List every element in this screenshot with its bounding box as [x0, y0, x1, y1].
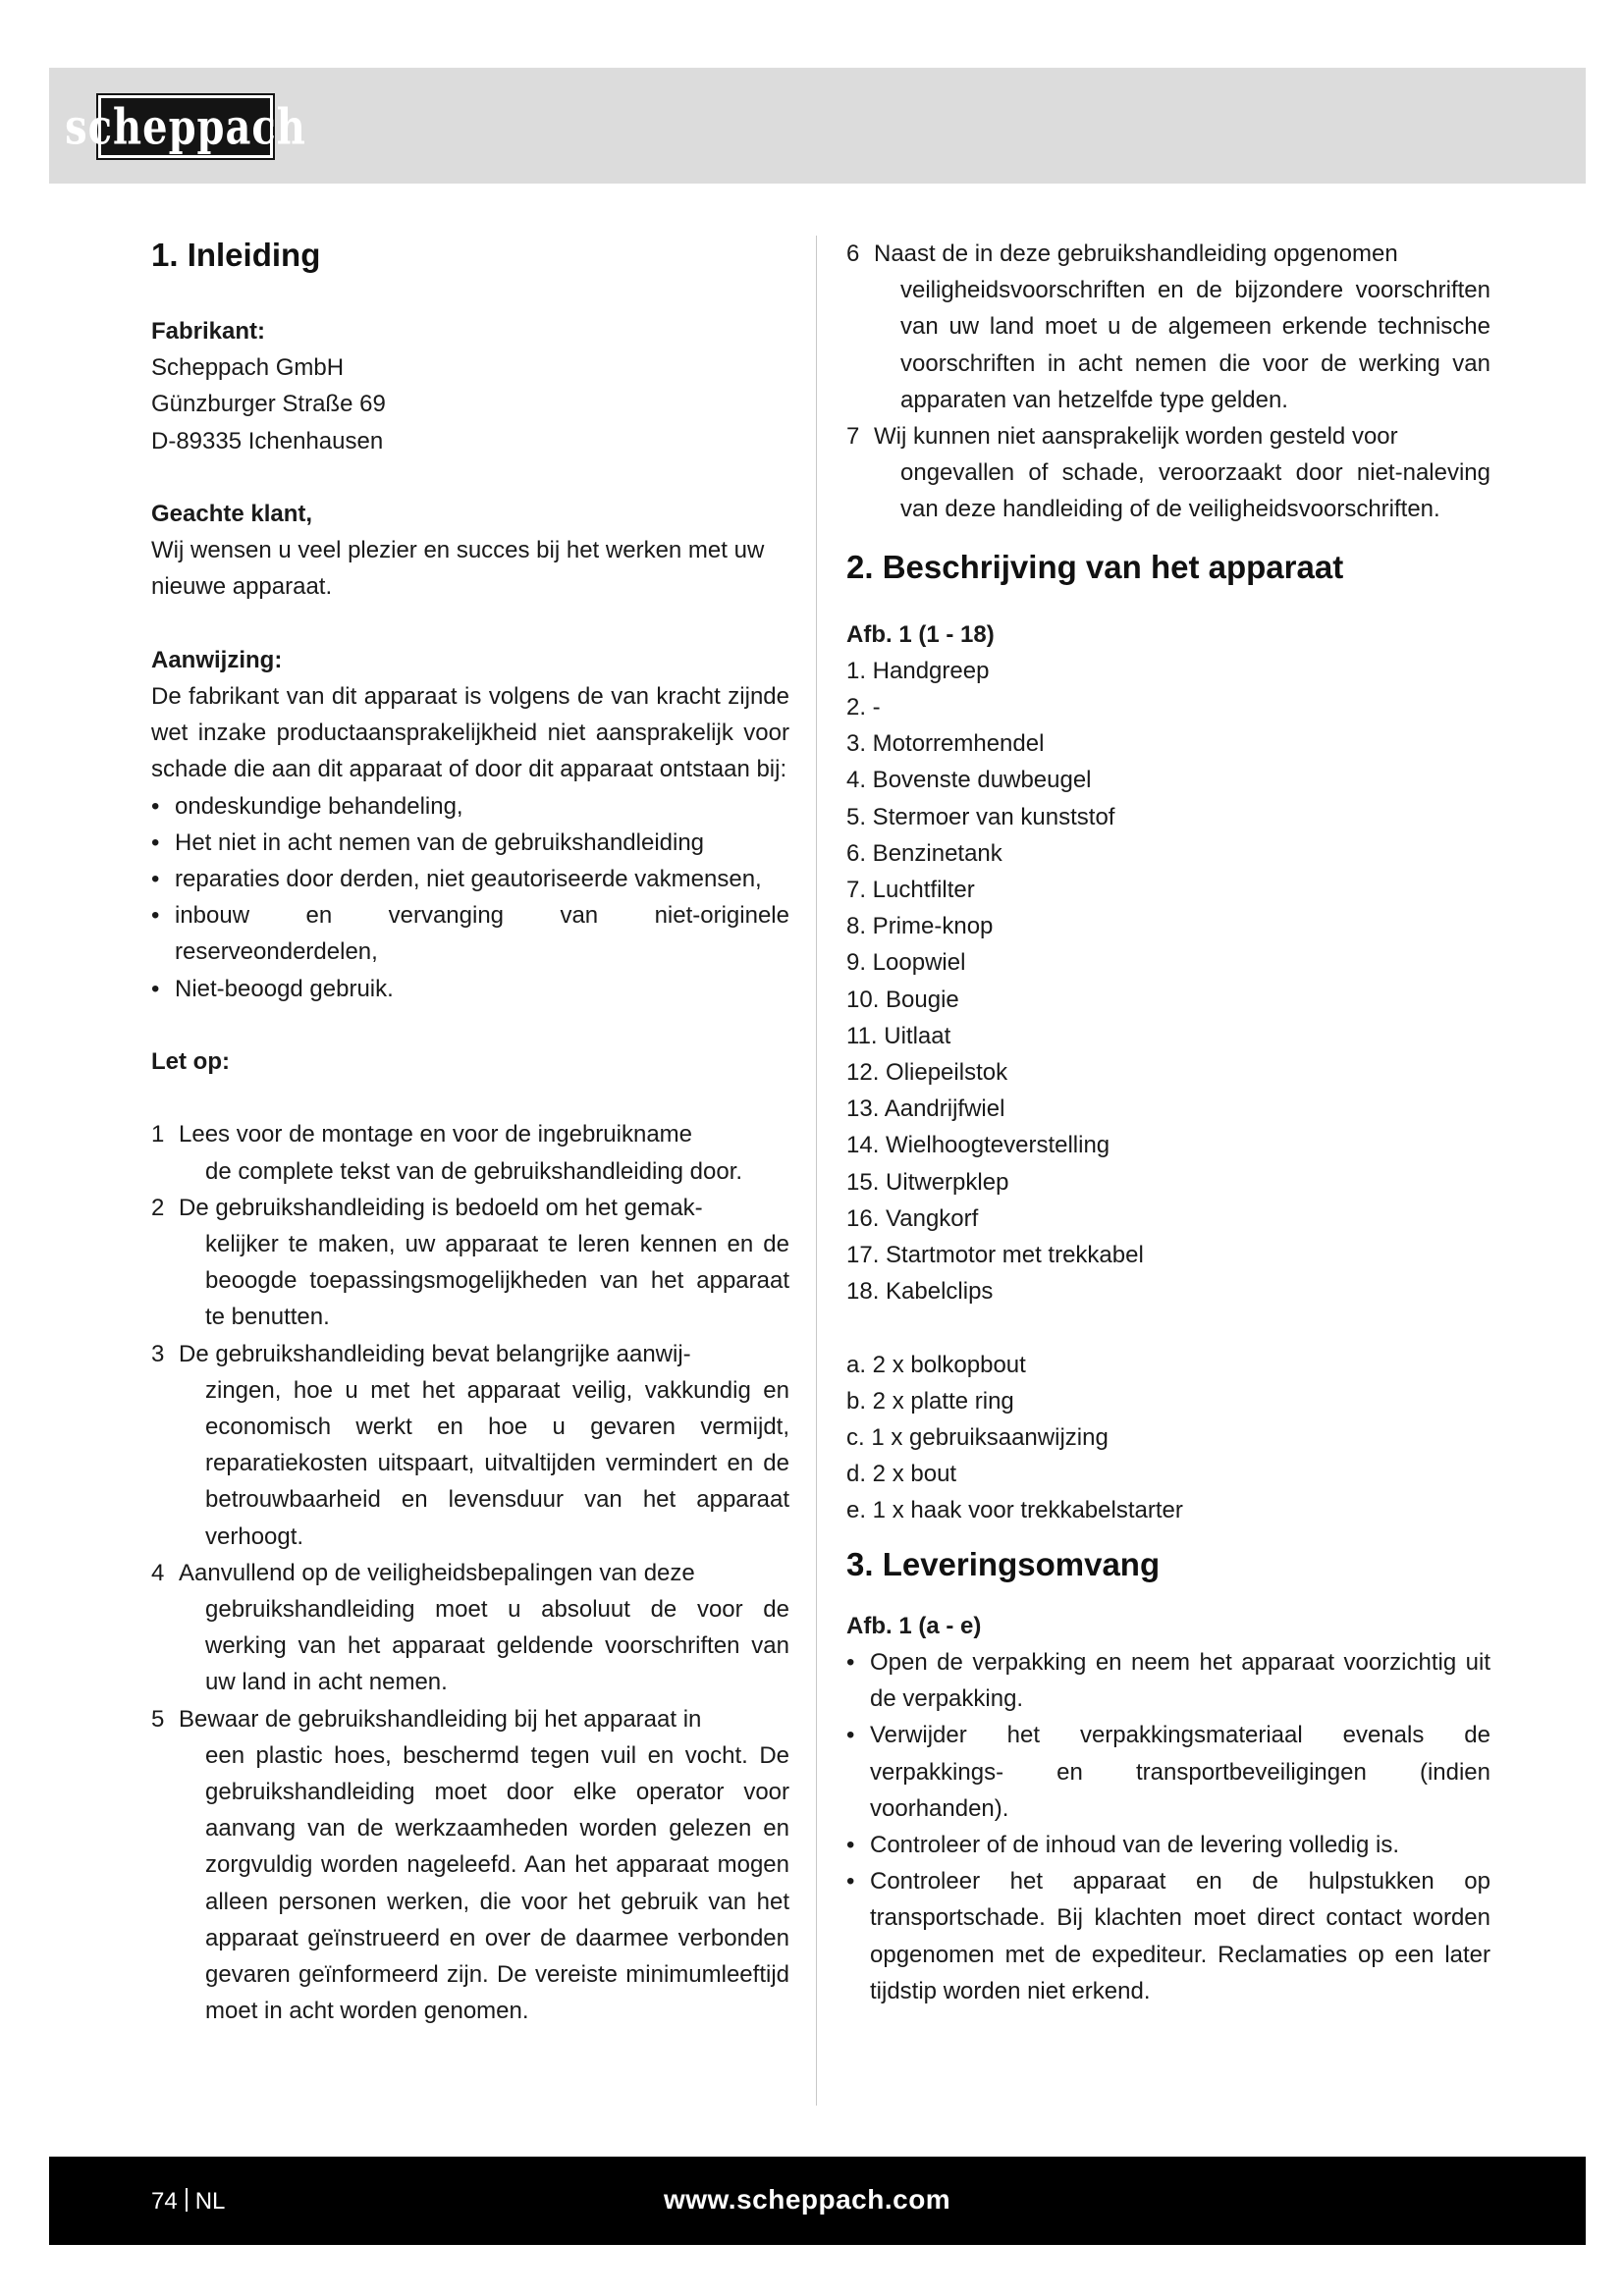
list-item: • Controleer het apparaat en de hulpstukken op transportschade. Bij klachten moet direct contact worden opgenomen met de expediteur. Reclamaties op een later tijdstip worden niet erkend.: [846, 1863, 1490, 2009]
list-item-text: Het niet in acht nemen van de gebruikshandleiding: [175, 828, 705, 856]
numbered-item: [151, 1116, 789, 1189]
item-number: 2: [151, 1194, 165, 1221]
language-code: NL: [194, 2188, 226, 2215]
list-item: c. 1 x gebruiksaanwijzing: [846, 1424, 1109, 1452]
list-item: 18. Kabelclips: [846, 1278, 994, 1306]
list-item: • inbouw en vervanging van niet-originele reserveonderdelen,: [151, 897, 789, 970]
numbered-item: [151, 1190, 789, 1336]
item-text: Bewaar de gebruikshandleiding bij het apparaat in: [179, 1705, 702, 1733]
item-number: 4: [151, 1559, 165, 1586]
item-number: 6: [846, 240, 860, 267]
list-item: • Open de verpakking en neem het apparaat voorzichtig uit de verpakking.: [846, 1644, 1490, 1717]
list-item: b. 2 x platte ring: [846, 1387, 1014, 1415]
list-item-text: Verwijder het verpakkingsmateriaal evenals de verpakkings- en transportbeveiligingen (indien voorhanden).: [870, 1722, 1490, 1822]
item-text: Naast de in deze gebruikshandleiding opgenomen: [874, 240, 1398, 267]
address-line: D-89335 Ichenhausen: [151, 427, 384, 454]
list-item-text: reparaties door derden, niet geautoriseerde vakmensen,: [175, 866, 762, 893]
list-item-text: Open de verpakking en neem het apparaat voorzichtig uit de verpakking.: [870, 1648, 1490, 1713]
list-item: 5. Stermoer van kunststof: [846, 803, 1115, 830]
list-item: • Het niet in acht nemen van de gebruikshandleiding: [151, 825, 789, 861]
column-divider: [816, 236, 817, 2106]
list-item: 4. Bovenste duwbeugel: [846, 767, 1092, 794]
list-item-text: inbouw en vervanging van niet-originele reserveonderdelen,: [175, 902, 789, 966]
list-item: • ondeskundige behandeling,: [151, 788, 789, 825]
list-item: a. 2 x bolkopbout: [846, 1351, 1026, 1378]
item-text: Aanvullend op de veiligheidsbepalingen van deze: [179, 1559, 695, 1586]
list-item: 13. Aandrijfwiel: [846, 1095, 1005, 1123]
page-number: 74: [151, 2188, 178, 2215]
greeting-label: Geachte klant,: [151, 501, 313, 527]
item-text: gebruikshandleiding moet u absoluut de voor de werking van het apparaat geldende voorschriften van uw land in acht nemen.: [205, 1596, 789, 1696]
numbered-item: [846, 236, 1490, 418]
logo-text: scheppach: [65, 97, 306, 156]
list-item: 7. Luchtfilter: [846, 877, 975, 904]
right-column: [846, 236, 1490, 2009]
note-label: Aanwijzing:: [151, 646, 283, 673]
brand-logo: [65, 95, 306, 158]
item-number: 7: [846, 423, 860, 451]
list-item: d. 2 x bout: [846, 1461, 957, 1488]
item-number: 3: [151, 1340, 165, 1367]
numbered-item: [151, 1701, 789, 2030]
list-item: e. 1 x haak voor trekkabelstarter: [846, 1497, 1183, 1524]
numbered-item: [151, 1555, 789, 1701]
section-heading-inleiding: 1. Inleiding: [151, 237, 321, 273]
list-item: • Niet-beoogd gebruik.: [151, 971, 789, 1007]
section-heading-beschrijving: 2. Beschrijving van het apparaat: [846, 548, 1344, 585]
website-link[interactable]: www.scheppach.com: [664, 2184, 951, 2215]
section-heading-leveringsomvang: 3. Leveringsomvang: [846, 1545, 1161, 1582]
list-item-text: Niet-beoogd gebruik.: [175, 975, 394, 1002]
list-item: 17. Startmotor met trekkabel: [846, 1242, 1144, 1269]
header-band: [49, 68, 1586, 184]
list-item: 9. Loopwiel: [846, 949, 966, 977]
figure-label: Afb. 1 (a - e): [846, 1612, 982, 1639]
list-item: 6. Benzinetank: [846, 839, 1002, 867]
footer-bar: [49, 2157, 1586, 2245]
item-text: ongevallen of schade, veroorzaakt door niet-naleving van deze handleiding of de veiligheidsvoorschriften.: [900, 459, 1490, 523]
list-item: 15. Uitwerpklep: [846, 1168, 1009, 1196]
list-item: 8. Prime-knop: [846, 913, 994, 940]
item-text: zingen, hoe u met het apparaat veilig, vakkundig en economisch werkt en hoe u gevaren vermijdt, reparatiekosten uitspaart, uitvaltijden vermindert en de betrouwbaarheid en levensduur van het apparaat verhoogt.: [205, 1376, 789, 1550]
attention-label: Let op:: [151, 1048, 230, 1076]
item-text: de complete tekst van de gebruikshandleiding door.: [205, 1157, 743, 1185]
page-indicator: [151, 2188, 225, 2216]
figure-label: Afb. 1 (1 - 18): [846, 620, 995, 648]
item-number: 5: [151, 1705, 165, 1733]
parts-list: [846, 653, 1490, 1310]
list-item-text: Controleer het apparaat en de hulpstukken op transportschade. Bij klachten moet direct contact worden opgenomen met de expediteur. Reclamaties op een later tijdstip worden niet erkend.: [870, 1868, 1490, 2004]
item-text: een plastic hoes, beschermd tegen vuil en vocht. De gebruikshandleiding moet door elke operator voor aanvang van de werkzaamheden worden gelezen en zorgvuldig worden nageleefd. Aan het apparaat mogen alleen personen werken, die voor het gebruik van het apparaat geïnstrueerd en over de daarmee verbonden gevaren geïnformeerd zijn. De vereiste minimumleeftijd moet in acht worden genomen.: [205, 1741, 789, 2025]
list-item-text: Controleer of de inhoud van de levering volledig is.: [870, 1831, 1400, 1858]
list-item: 10. Bougie: [846, 986, 959, 1013]
list-item-text: ondeskundige behandeling,: [175, 792, 463, 820]
item-text: Wij kunnen niet aansprakelijk worden gesteld voor: [874, 423, 1398, 451]
address-line: Scheppach GmbH: [151, 354, 345, 382]
list-item: • reparaties door derden, niet geautoriseerde vakmensen,: [151, 861, 789, 897]
numbered-item: [846, 418, 1490, 528]
manufacturer-label: Fabrikant:: [151, 318, 266, 345]
list-item: • Verwijder het verpakkingsmateriaal evenals de verpakkings- en transportbeveiligingen (indien voorhanden).: [846, 1717, 1490, 1827]
list-item: 16. Vangkorf: [846, 1204, 979, 1232]
list-item: 14. Wielhoogteverstelling: [846, 1132, 1110, 1159]
left-column: [151, 236, 789, 2029]
item-text: veiligheidsvoorschriften en de bijzondere voorschriften van uw land moet u de algemeen erkende technische voorschriften in acht nemen die voor de werking van apparaten van hetzelfde type gelden.: [900, 277, 1490, 413]
greeting-text: Wij wensen u veel plezier en succes bij het werken met uw nieuwe apparaat.: [151, 537, 765, 601]
item-text: De gebruikshandleiding is bedoeld om het gemak-: [179, 1194, 703, 1221]
item-text: Lees voor de montage en voor de ingebruikname: [179, 1121, 693, 1148]
item-number: 1: [151, 1121, 165, 1148]
accessories-list: [846, 1347, 1490, 1529]
list-item: 3. Motorremhendel: [846, 730, 1045, 758]
list-item: 2. -: [846, 694, 881, 721]
address-line: Günzburger Straße 69: [151, 391, 386, 418]
numbered-item: [151, 1336, 789, 1555]
note-text: De fabrikant van dit apparaat is volgens de van kracht zijnde wet inzake productaansprakelijkheid niet aansprakelijk voor schade die aan dit apparaat of door dit apparaat ontstaan bij:: [151, 683, 789, 783]
item-text: kelijker te maken, uw apparaat te leren kennen en de beoogde toepassingsmogelijkheden van het apparaat te benutten.: [205, 1231, 789, 1331]
list-item: 1. Handgreep: [846, 657, 990, 684]
item-text: De gebruikshandleiding bevat belangrijke aanwij-: [179, 1340, 691, 1367]
list-item: 11. Uitlaat: [846, 1022, 951, 1049]
list-item: 12. Oliepeilstok: [846, 1059, 1008, 1087]
list-item: • Controleer of de inhoud van de levering volledig is.: [846, 1827, 1490, 1863]
